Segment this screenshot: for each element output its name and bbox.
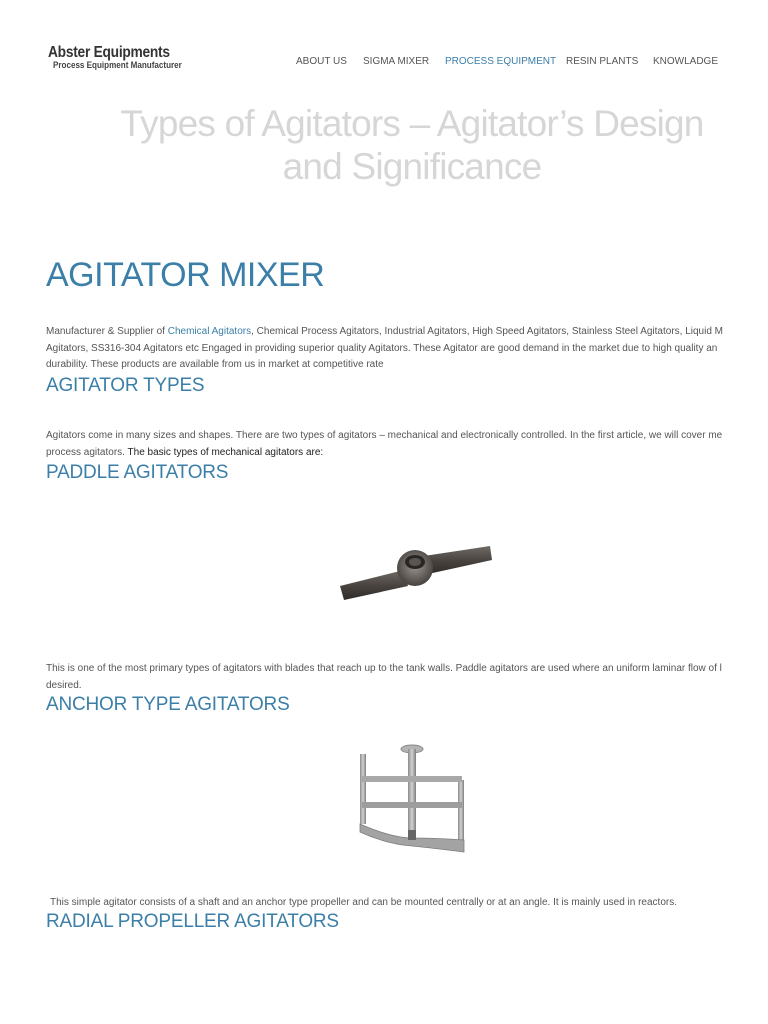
- main-nav: [0, 56, 768, 72]
- anchor-agitators-heading: ANCHOR TYPE AGITATORS: [46, 694, 290, 715]
- nav-item-sigma-mixer[interactable]: SIGMA MIXER: [363, 56, 430, 67]
- anchor-agitator-image: [352, 740, 472, 858]
- nav-item-about-us[interactable]: ABOUT US: [296, 56, 347, 67]
- intro-line-3: durability. These products are available from us in market at competitive rate: [46, 359, 384, 370]
- chemical-agitators-link[interactable]: Chemical Agitators: [167, 326, 252, 337]
- paddle-paragraph: [46, 661, 734, 694]
- main-heading: AGITATOR MIXER: [46, 256, 325, 294]
- page-title: Types of Agitators – Agitator’s Design and Significance: [120, 103, 704, 187]
- paddle-agitators-heading: PADDLE AGITATORS: [46, 462, 229, 483]
- nav-item-resin-plants[interactable]: RESIN PLANTS: [566, 56, 639, 67]
- anchor-paragraph: [50, 895, 738, 912]
- types-line-2: [46, 445, 734, 462]
- brand-tagline: Process Equipment Manufacturer: [53, 60, 182, 71]
- intro-line-2: Agitators, SS316-304 Agitators etc Engaged in providing superior quality Agitators. These Agitator are good demand in the market due to high quality an: [46, 342, 718, 354]
- paddle-line-1: This is one of the most primary types of agitators with blades that reach up to the tank walls. Paddle agitators are used where an uniform laminar flow of l: [46, 663, 722, 674]
- intro-text: , Chemical Process Agitators, Industrial Agitators, High Speed Agitators, Stainless Steel Agitators, Liquid M: [251, 326, 724, 337]
- brand-name: Abster Equipments: [48, 44, 170, 61]
- agitator-types-paragraph: [46, 428, 734, 461]
- paddle-agitator-image: [336, 540, 496, 608]
- agitator-types-heading: AGITATOR TYPES: [46, 375, 205, 396]
- types-emphasis: The basic types of mechanical agitators are:: [127, 446, 324, 458]
- nav-item-process-equipment[interactable]: PROCESS EQUIPMENT: [445, 56, 557, 67]
- radial-propeller-heading: RADIAL PROPELLER AGITATORS: [46, 911, 339, 932]
- intro-paragraph: [46, 324, 734, 374]
- types-text: process agitators.: [46, 446, 128, 458]
- nav-item-knowladge[interactable]: KNOWLADGE: [653, 56, 719, 67]
- intro-text: Manufacturer & Supplier of: [46, 326, 168, 337]
- anchor-line-1: This simple agitator consists of a shaft and an anchor type propeller and can be mounted centrally or at an angle. It is mainly used in reactors.: [50, 897, 678, 908]
- types-line-1: Agitators come in many sizes and shapes. There are two types of agitators – mechanical and electronically controlled. In the first article, we will cover me: [46, 430, 723, 441]
- intro-line-1: [46, 324, 734, 341]
- paddle-line-2: desired.: [46, 679, 82, 691]
